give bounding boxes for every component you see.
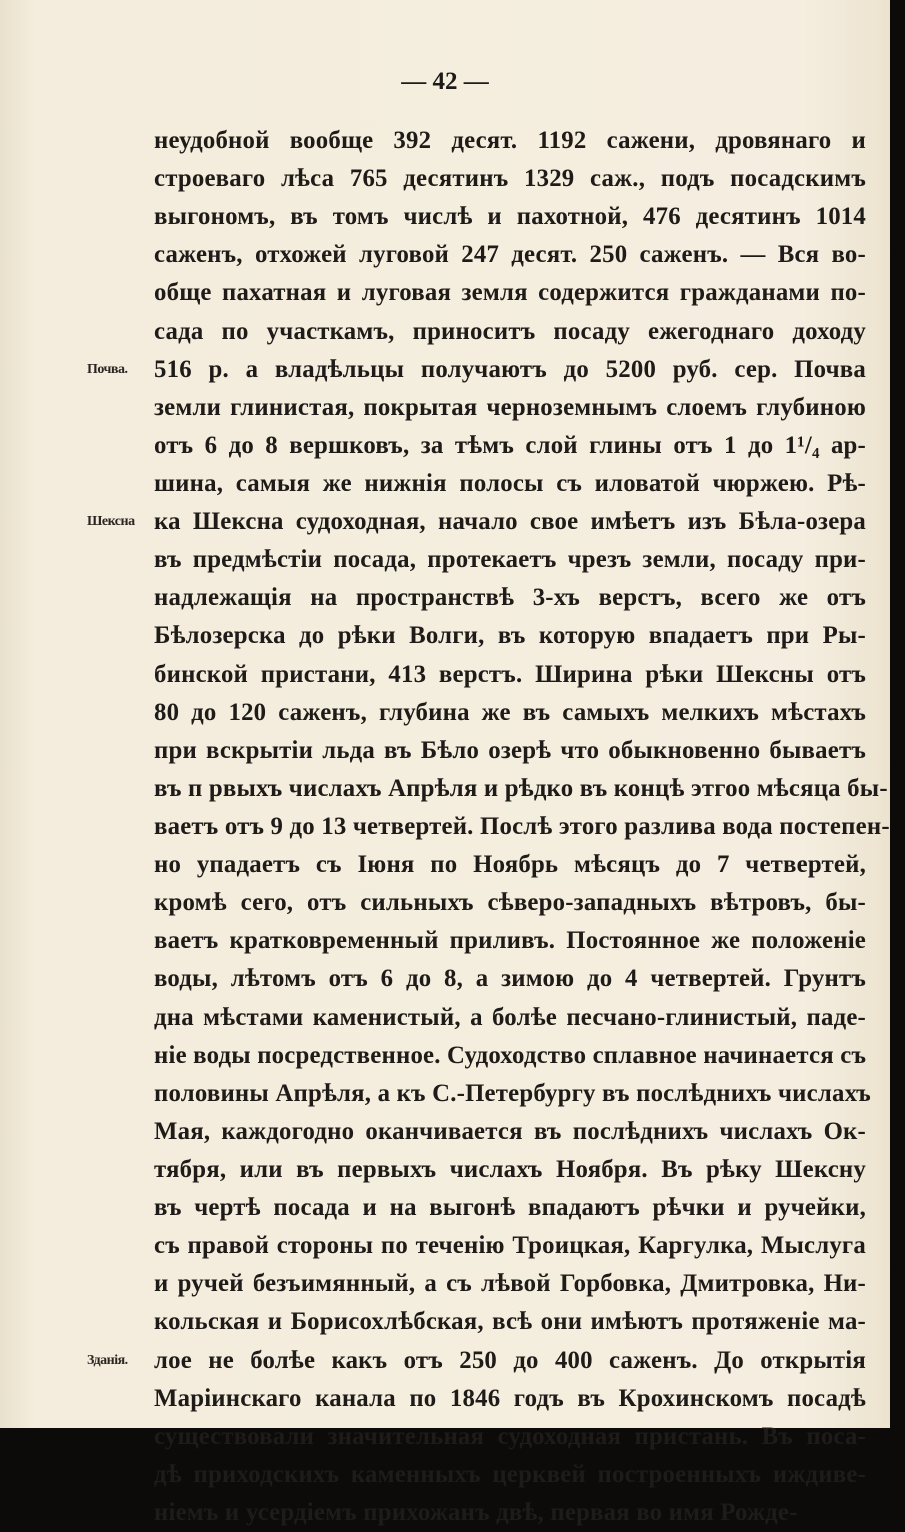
text-line: существовали значительная судоходная пристань. Въ поса- <box>154 1422 866 1450</box>
text-line: Мая, каждогодно оканчивается въ послѣднихъ числахъ Ок- <box>154 1117 866 1145</box>
text-line: Бѣлозерска до рѣки Волги, въ которую впадаетъ при Ры- <box>154 622 866 650</box>
text-line: 80 до 120 саженъ, глубина же въ самыхъ мелкихъ мѣстахъ <box>154 698 866 726</box>
text-line: 516 р. а владѣльцы получаютъ до 5200 руб. сер. Почва <box>154 355 866 383</box>
text-line: отъ 6 до 8 вершковъ, за тѣмъ слой глины отъ 1 до 1¹/₄ ар- <box>154 431 866 459</box>
text-line: половины Апрѣля, а къ С.-Петербургу въ послѣднихъ числахъ <box>154 1079 871 1107</box>
text-line: ніе воды посредственное. Судоходство сплавное начинается съ <box>154 1041 867 1069</box>
text-line: земли глинистая, покрытая черноземнымъ слоемъ глубиною <box>154 393 866 421</box>
text-line: и ручей безъимянный, а съ лѣвой Горбовка, Дмитровка, Ни- <box>154 1270 866 1298</box>
text-line: при вскрытіи льда въ Бѣло озерѣ что обыкновенно бываетъ <box>154 736 866 764</box>
text-line: надлежащія на пространствѣ 3-хъ верстъ, всего же отъ <box>154 584 866 612</box>
text-line: дна мѣстами каменистый, а болѣе песчано-глинистый, паде- <box>154 1003 866 1031</box>
text-line: но упадаетъ съ Іюня по Ноябрь мѣсяцъ до 7 четвертей, <box>154 851 866 879</box>
text-line: шина, самыя же нижнія полосы съ иловатой чюржею. Рѣ- <box>154 469 866 497</box>
text-line: кольская и Борисохлѣбская, всѣ они имѣютъ протяженіе ма- <box>154 1308 866 1336</box>
margin-note-sheksna: Шексна <box>87 514 135 530</box>
text-line: ка Шексна судоходная, начало свое имѣетъ изъ Бѣла-озера <box>154 508 866 536</box>
text-line: въ п рвыхъ числахъ Апрѣля и рѣдко въ концѣ этгоо мѣсяца бы- <box>154 774 888 802</box>
text-line: сада по участкамъ, приноситъ посаду ежегоднаго доходу <box>154 317 866 345</box>
text-line: саженъ, отхожей луговой 247 десят. 250 саженъ. — Вся во- <box>154 241 866 269</box>
page-number: — 42 — <box>401 68 489 95</box>
margin-note-pochva: Почва. <box>87 361 128 377</box>
body-text <box>154 122 890 1532</box>
margin-note-zdaniya: Зданія. <box>87 1352 128 1368</box>
text-line: Маріинскаго канала по 1846 годъ въ Крохинскомъ посадѣ <box>154 1384 866 1412</box>
text-line: въ чертѣ посада и на выгонѣ впадаютъ рѣчки и ручейки, <box>154 1194 866 1222</box>
text-line: бинской пристани, 413 верстъ. Ширина рѣки Шексны отъ <box>154 660 866 688</box>
text-line: съ правой стороны по теченію Троицкая, Каргулка, Мыслуга <box>154 1232 866 1260</box>
text-line: въ предмѣстіи посада, протекаетъ чрезъ земли, посаду при- <box>154 546 866 574</box>
text-line: выгономъ, въ томъ числѣ и пахотной, 476 десятинъ 1014 <box>154 203 866 231</box>
text-line: ніемъ и усердіемъ прихожанъ двѣ, первая во имя Рожде- <box>154 1498 798 1526</box>
text-line: воды, лѣтомъ отъ 6 до 8, а зимою до 4 четвертей. Грунтъ <box>154 965 866 993</box>
text-line: строеваго лѣса 765 десятинъ 1329 саж., подъ посадскимъ <box>154 165 866 193</box>
text-line: ваетъ кратковременный приливъ. Постоянное же положеніе <box>154 927 866 955</box>
text-line: тября, или въ первыхъ числахъ Ноября. Въ рѣку Шексну <box>154 1155 866 1183</box>
text-line: дѣ приходскихъ каменныхъ церквей построенныхъ иждиве- <box>154 1460 866 1488</box>
text-line: лое не болѣе какъ отъ 250 до 400 саженъ. До открытія <box>154 1346 866 1374</box>
text-line: ваетъ отъ 9 до 13 четвертей. Послѣ этого разлива вода постепен- <box>154 812 890 840</box>
text-line: обще пахатная и луговая земля содержится гражданами по- <box>154 279 866 307</box>
text-line: кромѣ сего, отъ сильныхъ сѣверо-западныхъ вѣтровъ, бы- <box>154 889 866 917</box>
text-line: неудобной вообще 392 десят. 1192 сажени, дровянаго и <box>154 127 866 154</box>
